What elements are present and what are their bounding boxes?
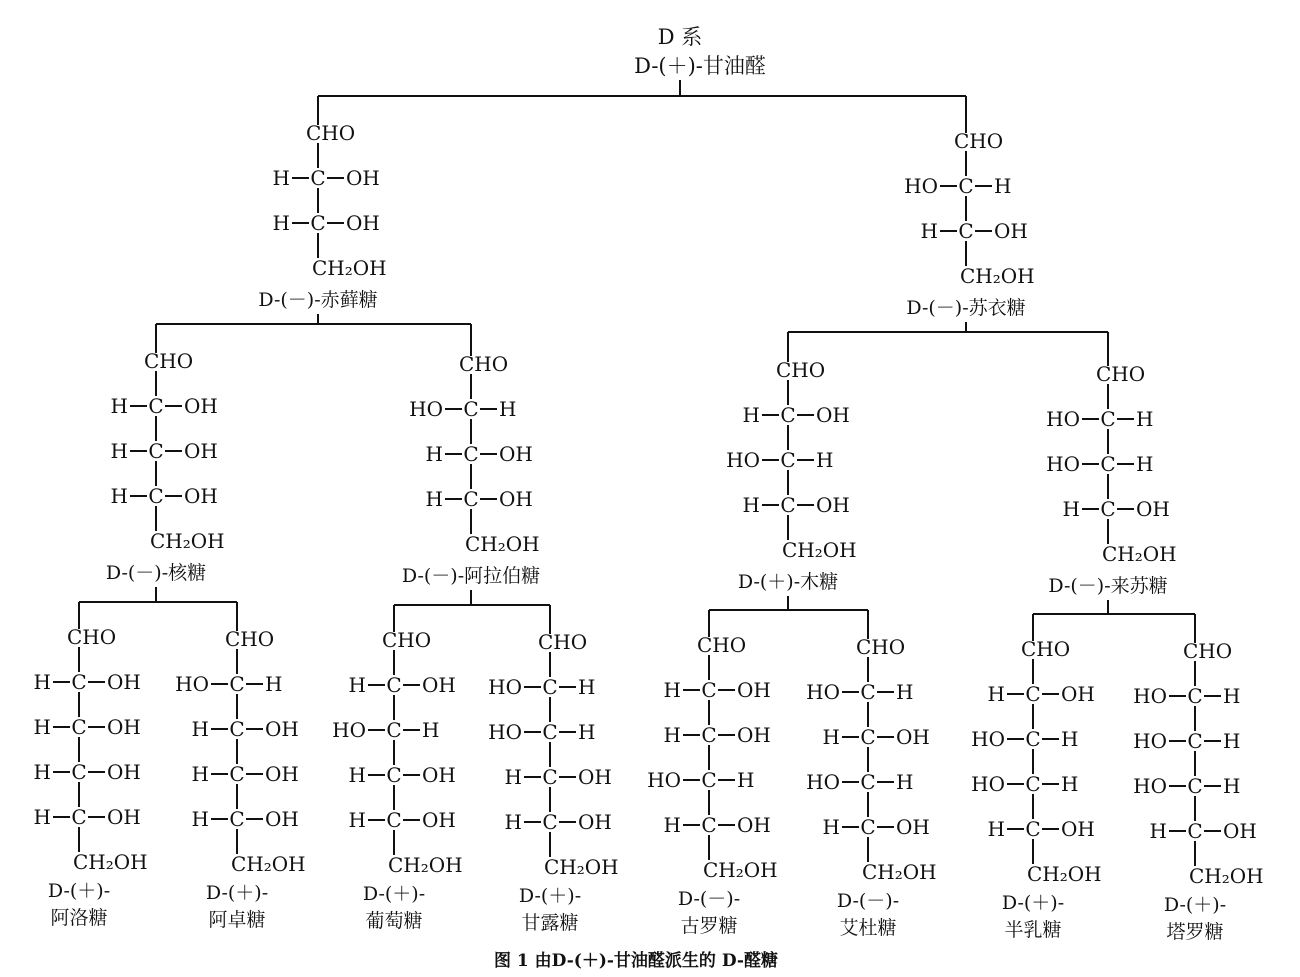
carbon-atom: C bbox=[1025, 682, 1041, 706]
carbon-atom: C bbox=[71, 670, 87, 694]
carbon-atom: C bbox=[1187, 819, 1203, 843]
hydroxyl: OH bbox=[499, 487, 533, 511]
hydrogen: H bbox=[33, 715, 51, 739]
sugar-name: 葡萄糖 bbox=[365, 910, 423, 932]
structure-arabinose bbox=[402, 340, 540, 587]
sugar-name: D-(＋)-木糖 bbox=[737, 571, 839, 593]
carbon-atom: C bbox=[1100, 497, 1116, 521]
hydroxyl: HO bbox=[1133, 684, 1167, 708]
aldehyde-group: CHO bbox=[382, 628, 432, 652]
hydrogen: H bbox=[663, 813, 681, 837]
hydrogen: H bbox=[422, 718, 440, 742]
carbon-atom: C bbox=[542, 765, 558, 789]
structure-mannose bbox=[488, 618, 618, 934]
hydrogen: H bbox=[504, 765, 522, 789]
hydrogen: H bbox=[742, 493, 760, 517]
terminal-group: CH₂OH bbox=[73, 850, 148, 874]
carbon-atom: C bbox=[542, 675, 558, 699]
sugar-name-prefix: D-(＋)- bbox=[1001, 892, 1065, 914]
hydrogen: H bbox=[265, 672, 283, 696]
hydroxyl: HO bbox=[175, 672, 209, 696]
aldehyde-group: CHO bbox=[144, 349, 194, 373]
hydroxyl: HO bbox=[332, 718, 366, 742]
arabinose-branch bbox=[394, 590, 550, 618]
hydroxyl: OH bbox=[422, 763, 456, 787]
carbon-atom: C bbox=[229, 717, 245, 741]
hydroxyl: HO bbox=[1133, 729, 1167, 753]
hydroxyl: HO bbox=[409, 397, 443, 421]
hydrogen: H bbox=[110, 439, 128, 463]
carbon-atom: C bbox=[71, 715, 87, 739]
hydrogen: H bbox=[578, 720, 596, 744]
hydrogen: H bbox=[896, 680, 914, 704]
hydrogen: H bbox=[1061, 727, 1079, 751]
structure-idose bbox=[806, 623, 936, 939]
hydrogen: H bbox=[110, 484, 128, 508]
terminal-group: CH₂OH bbox=[1027, 862, 1102, 886]
hydrogen: H bbox=[1223, 684, 1241, 708]
structure-xylose bbox=[726, 346, 856, 593]
hydroxyl: OH bbox=[737, 723, 771, 747]
carbon-atom: C bbox=[386, 808, 402, 832]
aldehyde-group: CHO bbox=[1021, 637, 1071, 661]
carbon-atom: C bbox=[780, 403, 796, 427]
hydroxyl: OH bbox=[265, 717, 299, 741]
hydrogen: H bbox=[1061, 772, 1079, 796]
sugar-name: 半乳糖 bbox=[1004, 919, 1062, 941]
carbon-atom: C bbox=[148, 439, 164, 463]
root-title: D 系 bbox=[657, 25, 703, 49]
structures bbox=[34, 109, 1264, 943]
carbon-atom: C bbox=[386, 673, 402, 697]
aldehyde-group: CHO bbox=[306, 121, 356, 145]
structure-glucose bbox=[332, 616, 462, 932]
erythrose-branch bbox=[156, 314, 471, 340]
sugar-name: D-(－)-核糖 bbox=[105, 562, 207, 584]
carbon-atom: C bbox=[386, 718, 402, 742]
hydroxyl: HO bbox=[488, 675, 522, 699]
structure-allose bbox=[34, 613, 148, 929]
hydroxyl: OH bbox=[107, 670, 141, 694]
aldehyde-group: CHO bbox=[954, 129, 1004, 153]
terminal-group: CH₂OH bbox=[862, 860, 937, 884]
hydrogen: H bbox=[1223, 729, 1241, 753]
carbon-atom: C bbox=[1100, 452, 1116, 476]
carbon-atom: C bbox=[958, 174, 974, 198]
carbon-atom: C bbox=[1025, 817, 1041, 841]
hydroxyl: HO bbox=[488, 720, 522, 744]
root-branch bbox=[318, 80, 966, 117]
hydrogen: H bbox=[1149, 819, 1167, 843]
hydrogen: H bbox=[499, 397, 517, 421]
sugar-name-prefix: D-(＋)- bbox=[518, 885, 582, 907]
carbon-atom: C bbox=[860, 680, 876, 704]
carbon-atom: C bbox=[1025, 772, 1041, 796]
hydrogen: H bbox=[1223, 774, 1241, 798]
hydroxyl: HO bbox=[806, 680, 840, 704]
carbon-atom: C bbox=[860, 725, 876, 749]
carbon-atom: C bbox=[780, 493, 796, 517]
hydrogen: H bbox=[987, 682, 1005, 706]
hydrogen: H bbox=[191, 762, 209, 786]
structure-gulose bbox=[647, 621, 777, 937]
carbon-atom: C bbox=[701, 678, 717, 702]
hydroxyl: HO bbox=[1046, 407, 1080, 431]
carbon-atom: C bbox=[310, 211, 326, 235]
carbon-atom: C bbox=[542, 720, 558, 744]
figure-caption: 图 1 由D-(＋)-甘油醛派生的 D-醛糖 bbox=[494, 951, 778, 971]
carbon-atom: C bbox=[148, 484, 164, 508]
hydrogen: H bbox=[822, 815, 840, 839]
hydrogen: H bbox=[272, 211, 290, 235]
hydroxyl: OH bbox=[265, 762, 299, 786]
aldehyde-group: CHO bbox=[1096, 362, 1146, 386]
hydrogen: H bbox=[272, 166, 290, 190]
hydroxyl: HO bbox=[806, 770, 840, 794]
hydroxyl: OH bbox=[1223, 819, 1257, 843]
sugar-name-prefix: D-(＋)- bbox=[205, 882, 269, 904]
hydroxyl: OH bbox=[184, 439, 218, 463]
hydrogen: H bbox=[987, 817, 1005, 841]
hydroxyl: OH bbox=[578, 810, 612, 834]
carbon-atom: C bbox=[701, 723, 717, 747]
carbon-atom: C bbox=[310, 166, 326, 190]
hydrogen: H bbox=[348, 763, 366, 787]
carbon-atom: C bbox=[958, 219, 974, 243]
carbon-atom: C bbox=[229, 762, 245, 786]
sugar-name: 古罗糖 bbox=[680, 915, 738, 937]
carbon-atom: C bbox=[701, 813, 717, 837]
aldehyde-group: CHO bbox=[67, 625, 117, 649]
structure-altrose bbox=[175, 615, 305, 931]
hydrogen: H bbox=[822, 725, 840, 749]
carbon-atom: C bbox=[780, 448, 796, 472]
terminal-group: CH₂OH bbox=[231, 852, 306, 876]
xylose-branch bbox=[709, 596, 868, 623]
sugar-name: 阿洛糖 bbox=[50, 907, 108, 929]
sugar-name: D-(－)-赤藓糖 bbox=[258, 289, 378, 311]
carbon-atom: C bbox=[542, 810, 558, 834]
hydroxyl: OH bbox=[896, 815, 930, 839]
ribose-branch bbox=[79, 587, 237, 615]
carbon-atom: C bbox=[386, 763, 402, 787]
hydroxyl: OH bbox=[578, 765, 612, 789]
carbon-atom: C bbox=[1187, 684, 1203, 708]
sugar-name-prefix: D-(＋)- bbox=[47, 880, 111, 902]
sugar-name: 塔罗糖 bbox=[1166, 921, 1224, 943]
structure-lyxose bbox=[1046, 350, 1176, 597]
hydrogen: H bbox=[1136, 452, 1154, 476]
hydrogen: H bbox=[742, 403, 760, 427]
carbon-atom: C bbox=[860, 815, 876, 839]
hydrogen: H bbox=[920, 219, 938, 243]
hydroxyl: OH bbox=[346, 211, 380, 235]
carbon-atom: C bbox=[1187, 774, 1203, 798]
hydroxyl: HO bbox=[647, 768, 681, 792]
hydroxyl: OH bbox=[107, 805, 141, 829]
hydroxyl: OH bbox=[499, 442, 533, 466]
sugar-name: 艾杜糖 bbox=[839, 917, 897, 939]
hydroxyl: OH bbox=[422, 673, 456, 697]
hydroxyl: OH bbox=[422, 808, 456, 832]
structure-galactose bbox=[971, 625, 1101, 941]
carbon-atom: C bbox=[463, 487, 479, 511]
hydroxyl: OH bbox=[994, 219, 1028, 243]
hydrogen: H bbox=[816, 448, 834, 472]
aldehyde-group: CHO bbox=[538, 630, 588, 654]
aldehyde-group: CHO bbox=[459, 352, 509, 376]
sugar-name-prefix: D-(＋)- bbox=[1163, 894, 1227, 916]
hydrogen: H bbox=[994, 174, 1012, 198]
hydroxyl: HO bbox=[1046, 452, 1080, 476]
hydroxyl: HO bbox=[904, 174, 938, 198]
carbon-atom: C bbox=[148, 394, 164, 418]
hydrogen: H bbox=[33, 760, 51, 784]
aldehyde-group: CHO bbox=[856, 635, 906, 659]
structure-ribose bbox=[106, 337, 225, 584]
terminal-group: CH₂OH bbox=[1102, 542, 1177, 566]
threose-branch bbox=[788, 322, 1108, 350]
hydrogen: H bbox=[191, 807, 209, 831]
hydrogen: H bbox=[896, 770, 914, 794]
terminal-group: CH₂OH bbox=[150, 529, 225, 553]
sugar-name: D-(－)-阿拉伯糖 bbox=[401, 565, 541, 587]
hydrogen: H bbox=[663, 723, 681, 747]
aldehyde-group: CHO bbox=[225, 627, 275, 651]
sugar-name: 甘露糖 bbox=[521, 912, 579, 934]
hydrogen: H bbox=[578, 675, 596, 699]
sugar-name: D-(－)-苏衣糖 bbox=[906, 297, 1026, 319]
hydroxyl: OH bbox=[816, 493, 850, 517]
terminal-group: CH₂OH bbox=[544, 855, 619, 879]
sugar-name: D-(－)-来苏糖 bbox=[1048, 575, 1168, 597]
structure-talose bbox=[1133, 627, 1263, 943]
structure-erythrose bbox=[258, 109, 386, 311]
carbon-atom: C bbox=[229, 672, 245, 696]
hydroxyl: HO bbox=[726, 448, 760, 472]
hydrogen: H bbox=[1136, 407, 1154, 431]
carbon-atom: C bbox=[1187, 729, 1203, 753]
aldehyde-group: CHO bbox=[776, 358, 826, 382]
hydrogen: H bbox=[425, 487, 443, 511]
carbon-atom: C bbox=[463, 442, 479, 466]
hydrogen: H bbox=[1062, 497, 1080, 521]
hydrogen: H bbox=[663, 678, 681, 702]
hydrogen: H bbox=[737, 768, 755, 792]
hydroxyl: OH bbox=[737, 813, 771, 837]
hydroxyl: OH bbox=[737, 678, 771, 702]
carbon-atom: C bbox=[860, 770, 876, 794]
sugar-name-prefix: D-(－)- bbox=[677, 888, 741, 910]
carbon-atom: C bbox=[701, 768, 717, 792]
hydrogen: H bbox=[33, 670, 51, 694]
root-header bbox=[634, 25, 766, 78]
hydrogen: H bbox=[191, 717, 209, 741]
aldehyde-group: CHO bbox=[1183, 639, 1233, 663]
hydroxyl: OH bbox=[107, 715, 141, 739]
terminal-group: CH₂OH bbox=[312, 256, 387, 280]
terminal-group: CH₂OH bbox=[465, 532, 540, 556]
terminal-group: CH₂OH bbox=[388, 853, 463, 877]
hydroxyl: OH bbox=[346, 166, 380, 190]
tree-connectors bbox=[79, 80, 1195, 627]
carbon-atom: C bbox=[1100, 407, 1116, 431]
carbon-atom: C bbox=[1025, 727, 1041, 751]
hydrogen: H bbox=[504, 810, 522, 834]
sugar-name: 阿卓糖 bbox=[208, 909, 266, 931]
hydroxyl: OH bbox=[184, 484, 218, 508]
hydroxyl: OH bbox=[1061, 682, 1095, 706]
sugar-name-prefix: D-(＋)- bbox=[362, 883, 426, 905]
hydrogen: H bbox=[33, 805, 51, 829]
carbon-atom: C bbox=[71, 760, 87, 784]
sugar-name-prefix: D-(－)- bbox=[836, 890, 900, 912]
hydroxyl: HO bbox=[1133, 774, 1167, 798]
hydroxyl: OH bbox=[265, 807, 299, 831]
carbon-atom: C bbox=[463, 397, 479, 421]
aldehyde-group: CHO bbox=[697, 633, 747, 657]
hydrogen: H bbox=[348, 808, 366, 832]
root-name: D-(＋)-甘油醛 bbox=[634, 54, 766, 78]
carbon-atom: C bbox=[229, 807, 245, 831]
hydroxyl: HO bbox=[971, 727, 1005, 751]
hydrogen: H bbox=[348, 673, 366, 697]
terminal-group: CH₂OH bbox=[782, 538, 857, 562]
hydroxyl: OH bbox=[1061, 817, 1095, 841]
hydroxyl: HO bbox=[971, 772, 1005, 796]
hydroxyl: OH bbox=[107, 760, 141, 784]
hydroxyl: OH bbox=[1136, 497, 1170, 521]
hydroxyl: OH bbox=[184, 394, 218, 418]
terminal-group: CH₂OH bbox=[960, 264, 1035, 288]
hydrogen: H bbox=[110, 394, 128, 418]
lyxose-branch bbox=[1033, 600, 1195, 627]
hydrogen: H bbox=[425, 442, 443, 466]
terminal-group: CH₂OH bbox=[1189, 864, 1264, 888]
carbon-atom: C bbox=[71, 805, 87, 829]
hydroxyl: OH bbox=[816, 403, 850, 427]
structure-threose bbox=[904, 117, 1034, 319]
terminal-group: CH₂OH bbox=[703, 858, 778, 882]
hydroxyl: OH bbox=[896, 725, 930, 749]
